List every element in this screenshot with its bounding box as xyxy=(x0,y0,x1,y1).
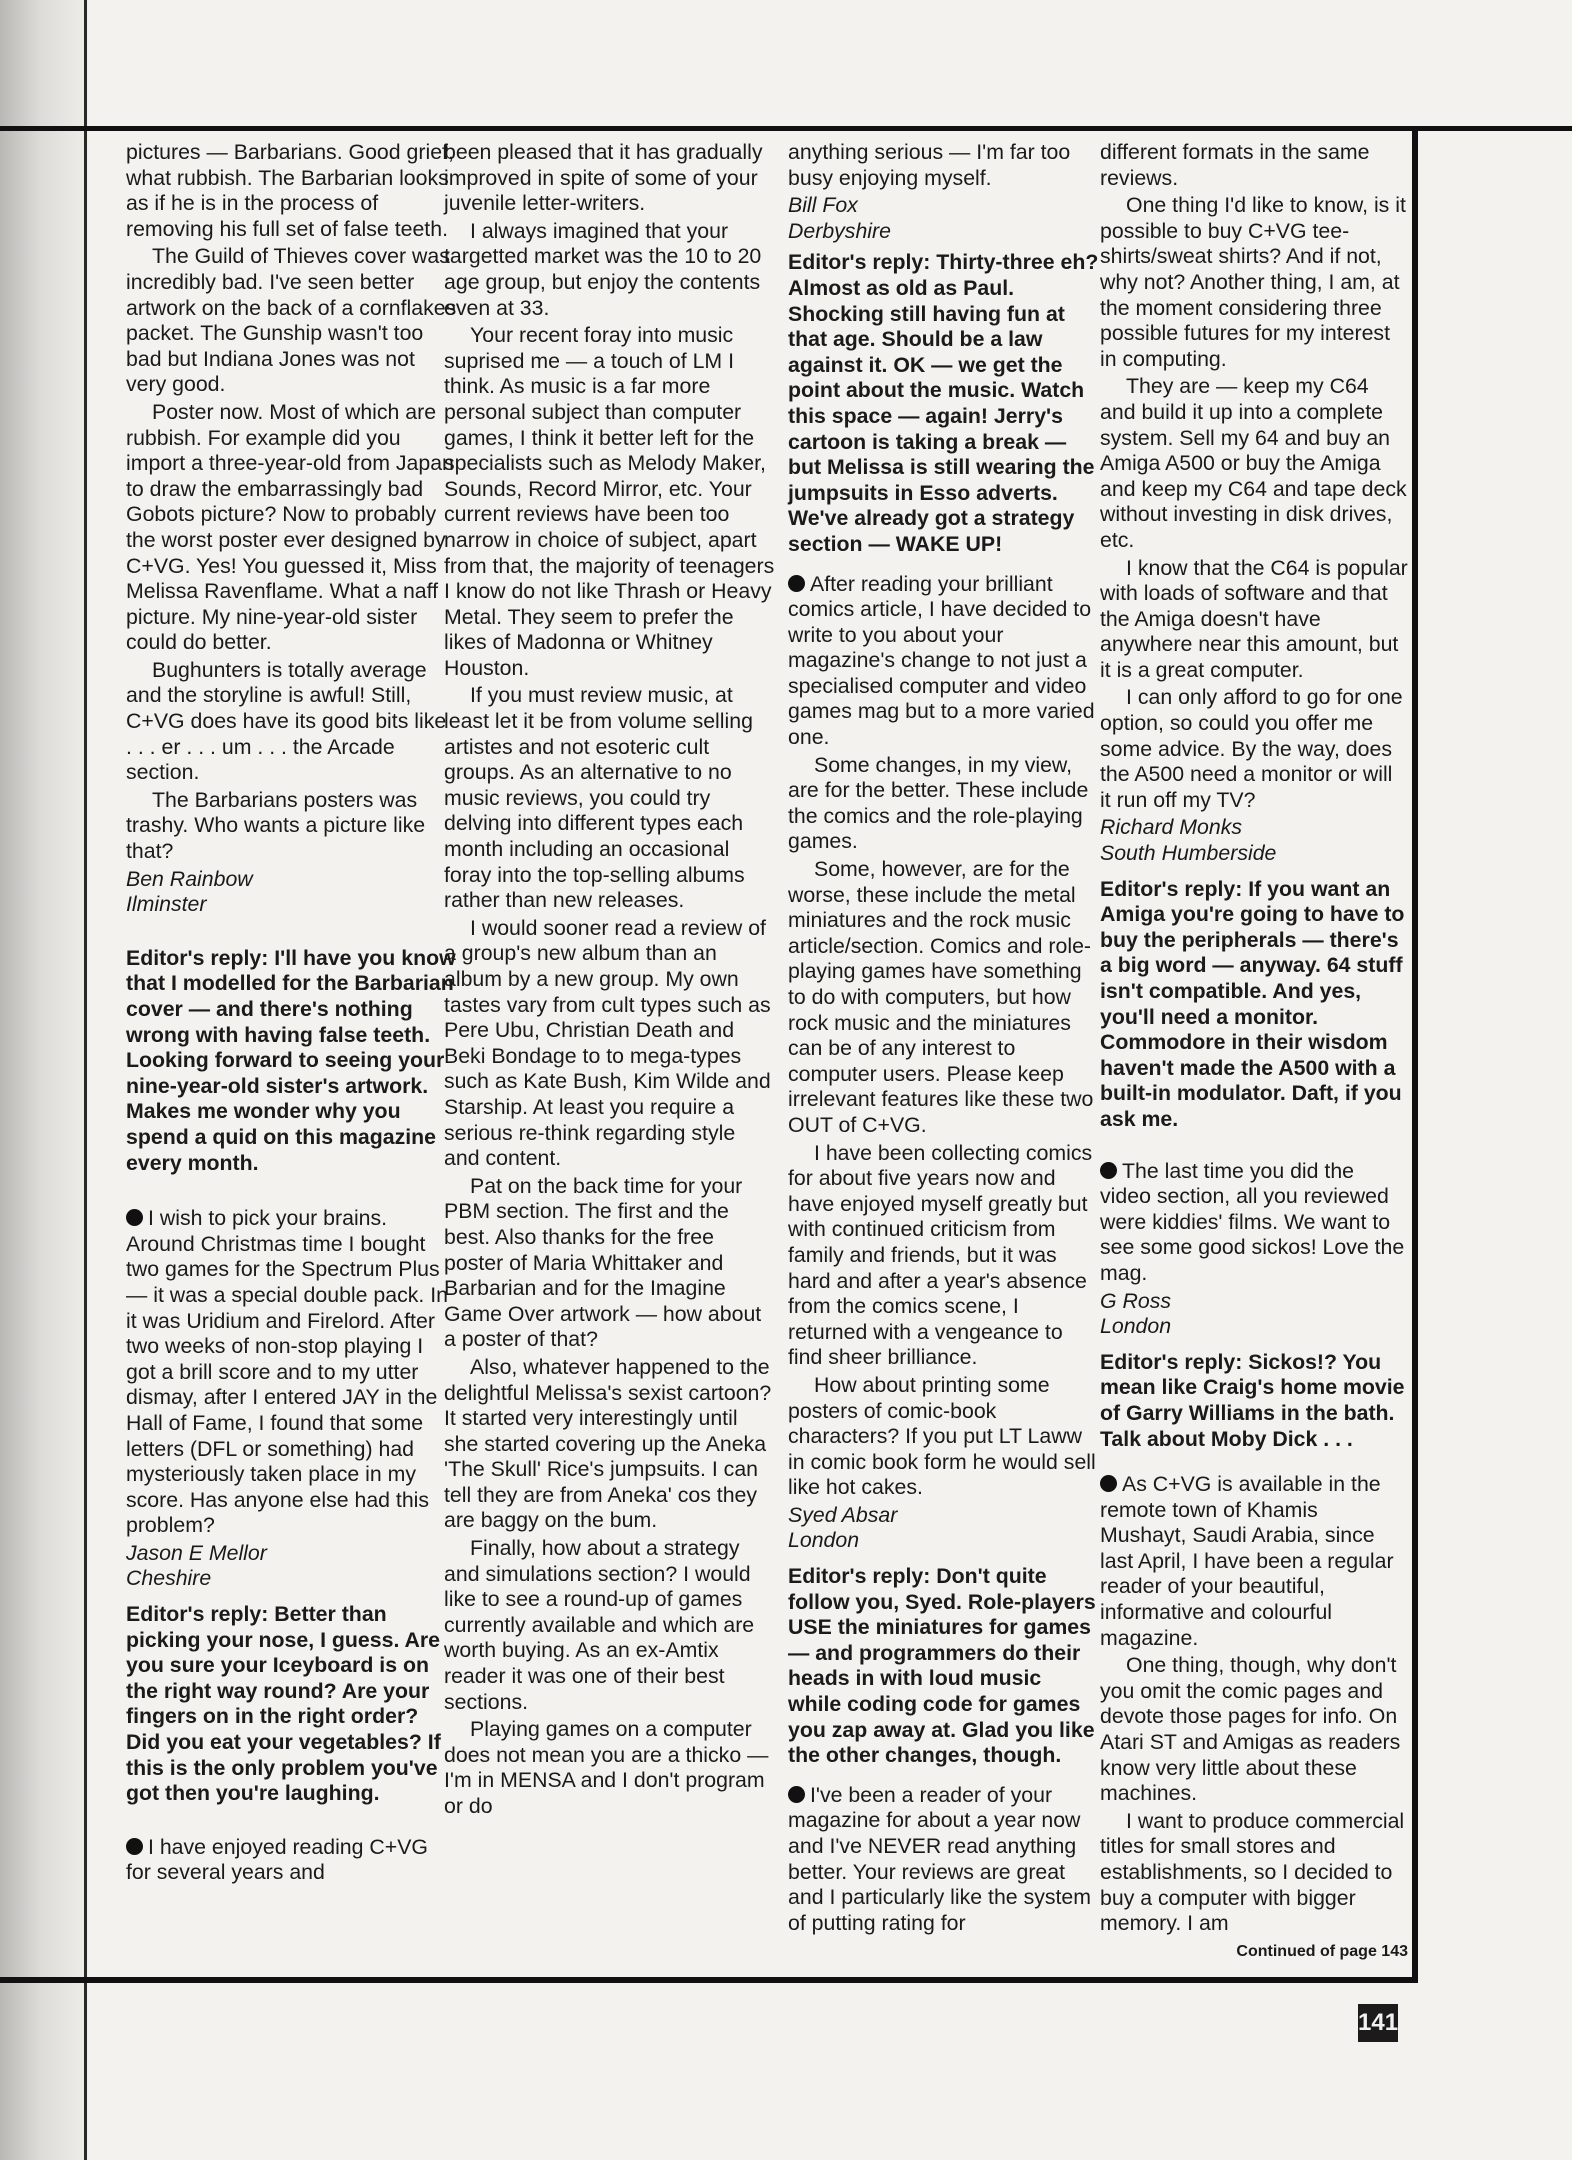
column-3 xyxy=(788,140,1100,1938)
paragraph-text: I've been a reader of your magazine for about a year now and I've NEVER read anything better. Your reviews are great and I particularly like the system of putting rating for xyxy=(788,1782,1092,1935)
binding-edge-line xyxy=(84,0,87,2160)
letter-start xyxy=(1100,1472,1408,1651)
paragraph: I have been collecting comics for about five years now and have enjoyed myself greatly but with continued criticism from family and friends, but it was hard and after a year's absence from the comics scene, I returned with a vengeance to find sheer brilliance. xyxy=(788,1140,1093,1370)
paragraph: Your recent foray into music suprised me — a touch of LM I think. As music is a far more personal subject than computer games, I think it better left for the specialists such as Melody Maker, Sounds, Record Mirror, etc. Your current reviews have been too narrow in choice of subject, apart from that, the majority of teenagers I know do not like Thrash or Heavy Metal. They seem to prefer the likes of Madonna or Whitney Houston. xyxy=(444,323,775,680)
paragraph: I can only afford to go for one option, so could you offer me some advice. By the way, does the A500 need a monitor or will it run off my TV? xyxy=(1100,685,1403,812)
letter-start xyxy=(1100,1159,1408,1287)
page-number: 141 xyxy=(1358,2004,1398,2042)
paragraph: One thing, though, why don't you omit the comic pages and devote those pages for info. On Atari ST and Amigas as readers know very little about these machines. xyxy=(1100,1653,1401,1806)
paragraph: Poster now. Most of which are rubbish. For example did you import a three-year-old from Japan to draw the embarrassingly bad Gobots picture? Now to probably the worst poster ever designed by C+VG. Yes! You guessed it, Miss Melissa Ravenflame. What a naff picture. My nine-year-old sister could do better. xyxy=(126,399,454,655)
bullet-icon xyxy=(1100,1475,1117,1492)
editor-reply: Editor's reply: Sickos!? You mean like Craig's home movie of Garry Williams in the bath. Talk about Moby Dick . . . xyxy=(1100,1349,1405,1451)
paragraph: The Guild of Thieves cover was incredibly bad. I've seen better artwork on the back of a cornflakes packet. The Gunship wasn't too bad but Indiana Jones was not very good. xyxy=(126,244,457,397)
editor-reply: Editor's reply: Better than picking your nose, I guess. Are you sure your Iceyboard is on the right way round? Are your fingers on in the right order? Did you eat your vegetables? If this is the only problem you've got then you're laughing. xyxy=(126,1602,441,1806)
paragraph: Some changes, in my view, are for the better. These include the comics and the role-playing games. xyxy=(788,752,1089,854)
paragraph: One thing I'd like to know, is it possible to buy C+VG tee-shirts/sweat shirts? And if not, why not? Another thing, I am, at the moment considering three possible futures for my interest in computing. xyxy=(1100,193,1406,371)
signature-place: Cheshire xyxy=(126,1566,212,1591)
signature-name: Richard Monks xyxy=(1100,815,1243,840)
editor-reply: Editor's reply: I'll have you know that I modelled for the Barbarian cover — and there's nothing wrong with having false teeth. Looking forward to seeing your nine-year-old sister's artwork. Makes me wonder why you spend a quid on this magazine every month. xyxy=(126,945,456,1175)
bullet-icon xyxy=(126,1838,143,1855)
paragraph-text: After reading your brilliant comics article, I have decided to write to you about your magazine's change to not just a specialised computer and video games mag but to a more varied one. xyxy=(788,571,1095,750)
signature-name: Ben Rainbow xyxy=(126,866,253,891)
bullet-icon xyxy=(1100,1162,1117,1179)
bullet-icon xyxy=(126,1209,143,1226)
paragraph: been pleased that it has gradually improved in spite of some of your juvenile letter-writers. xyxy=(444,140,763,216)
letter-start xyxy=(126,1206,458,1539)
editor-reply: Editor's reply: Thirty-three eh? Almost as old as Paul. Shocking still having fun at that age. Should be a law against it. OK — we get the point about the music. Watch this space — again! Jerry's cartoon is taking a break — but Melissa is still wearing the jumpsuits in Esso adverts. We've already got a strategy section — WAKE UP! xyxy=(788,250,1099,556)
paragraph: I always imagined that your targetted market was the 10 to 20 age group, but enjoy the contents even at 33. xyxy=(444,218,762,320)
paragraph: They are — keep my C64 and build it up into a complete system. Sell my 64 and buy an Amiga A500 or buy the Amiga and keep my C64 and tape deck without investing in disk drives, etc. xyxy=(1100,374,1407,552)
signature-name: Bill Fox xyxy=(788,193,858,218)
bullet-icon xyxy=(788,575,805,592)
paragraph: pictures — Barbarians. Good grief, what rubbish. The Barbarian looks as if he is in the process of removing his full set of false teeth. xyxy=(126,140,454,241)
paragraph: Bughunters is totally average and the storyline is awful! Still, C+VG does have its good bits like . . . er . . . um . . . the Arcade section. xyxy=(126,657,447,785)
paragraph: Pat on the back time for your PBM section. The first and the best. Also thanks for the free poster of Maria Whittaker and Barbarian and for the Imagine Game Over artwork — how about a poster of that? xyxy=(444,1173,762,1352)
paragraph-text: I wish to pick your brains. Around Christmas time I bought two games for the Spectrum Plus — it was a special double pack. In it was Uridium and Firelord. After two weeks of non-stop playing I got a brill score and to my utter dismay, after I entered JAY in the Hall of Fame, I found that some letters (DFL or something) had mysteriously taken place in my score. Has anyone else had this problem? xyxy=(126,1206,448,1538)
top-rule xyxy=(0,126,1572,131)
signature-place: London xyxy=(788,1528,860,1553)
paragraph: Playing games on a computer does not mean you are a thicko — I'm in MENSA and I don't program or do xyxy=(444,1717,769,1818)
paragraph: I know that the C64 is popular with loads of software and that the Amiga doesn't have anywhere near this amount, but it is a great computer. xyxy=(1100,555,1408,682)
column-2 xyxy=(444,140,776,1822)
signature-place: Ilminster xyxy=(126,892,207,917)
right-rule xyxy=(1412,126,1418,1983)
paragraph-text: As C+VG is available in the remote town of Khamis Mushayt, Saudi Arabia, since last April, I have been a regular reader of your beautiful, informative and colourful magazine. xyxy=(1100,1472,1394,1650)
paragraph: If you must review music, at least let it be from volume selling artistes and not esoteric cult groups. As an alternative to no music reviews, you could try delving into different types each month including an occasional foray into the top-selling albums rather than new releases. xyxy=(444,683,753,913)
bullet-icon xyxy=(788,1786,805,1803)
page-binding-shadow xyxy=(0,0,88,2160)
signature-name: G Ross xyxy=(1100,1288,1172,1313)
letter-start xyxy=(788,572,1100,751)
editor-reply: Editor's reply: Don't quite follow you, Syed. Role-players USE the miniatures for games — and programmers do their heads in with loud music while coding code for games you zap away at. Glad you like the other changes, though. xyxy=(788,1564,1096,1768)
signature-place: Derbyshire xyxy=(788,218,891,243)
paragraph: Some, however, are for the worse, these include the metal miniatures and the rock music article/section. Comics and role-playing games have something to do with computers, but how rock music and the miniatures can be of any interest to computer users. Please keep irrelevant features like these two OUT of C+VG. xyxy=(788,857,1094,1137)
paragraph: The Barbarians posters was trashy. Who wants a picture like that? xyxy=(126,787,426,864)
paragraph: Finally, how about a strategy and simulations section? I would like to see a round-up of games currently available and which are worth buying. As an ex-Amtix reader it was one of their best sections. xyxy=(444,1536,755,1714)
letter-start xyxy=(788,1783,1100,1937)
paragraph: anything serious — I'm far too busy enjoying myself. xyxy=(788,140,1071,190)
paragraph: I want to produce commercial titles for small stores and establishments, so I decided to buy a computer with bigger memory. I am xyxy=(1100,1808,1405,1936)
paragraph-text: I have enjoyed reading C+VG for several years and xyxy=(126,1834,428,1885)
signature-name: Syed Absar xyxy=(788,1502,898,1527)
paragraph: How about printing some posters of comic-book characters? If you put LT Laww in comic book form he would sell like hot cakes. xyxy=(788,1372,1096,1500)
paragraph-text: The last time you did the video section, all you reviewed were kiddies' films. We want to see some good sickos! Love the mag. xyxy=(1100,1158,1405,1285)
signature-name: Jason E Mellor xyxy=(126,1540,267,1565)
column-1 xyxy=(126,140,458,1888)
signature-place: London xyxy=(1100,1314,1172,1339)
paragraph: Also, whatever happened to the delightful Melissa's sexist cartoon? It started very interestingly until she started covering up the Aneka 'The Skull' Rice's jumpsuits. I can tell they are from Aneka' cos they are baggy on the bum. xyxy=(444,1354,772,1533)
bottom-rule xyxy=(0,1977,1418,1983)
editor-reply: Editor's reply: If you want an Amiga you're going to have to buy the peripherals — there's a big word — anyway. 64 stuff isn't compatible. And yes, you'll need a monitor. Commodore in their wisdom haven't made the A500 with a built-in modulator. Daft, if you ask me. xyxy=(1100,876,1405,1131)
paragraph: different formats in the same reviews. xyxy=(1100,140,1370,190)
signature-place: South Humberside xyxy=(1100,841,1277,866)
continued-note: Continued of page 143 xyxy=(1236,1942,1408,1960)
paragraph: I would sooner read a review of a group's new album than an album by a new group. My own tastes vary from cult types such as Pere Ubu, Christian Death and Beki Bondage to to mega-types such as Kate Bush, Kim Wilde and Starship. At least you require a serious re-think regarding style and content. xyxy=(444,915,771,1171)
column-4 xyxy=(1100,140,1408,1964)
letter-start xyxy=(126,1835,458,1886)
